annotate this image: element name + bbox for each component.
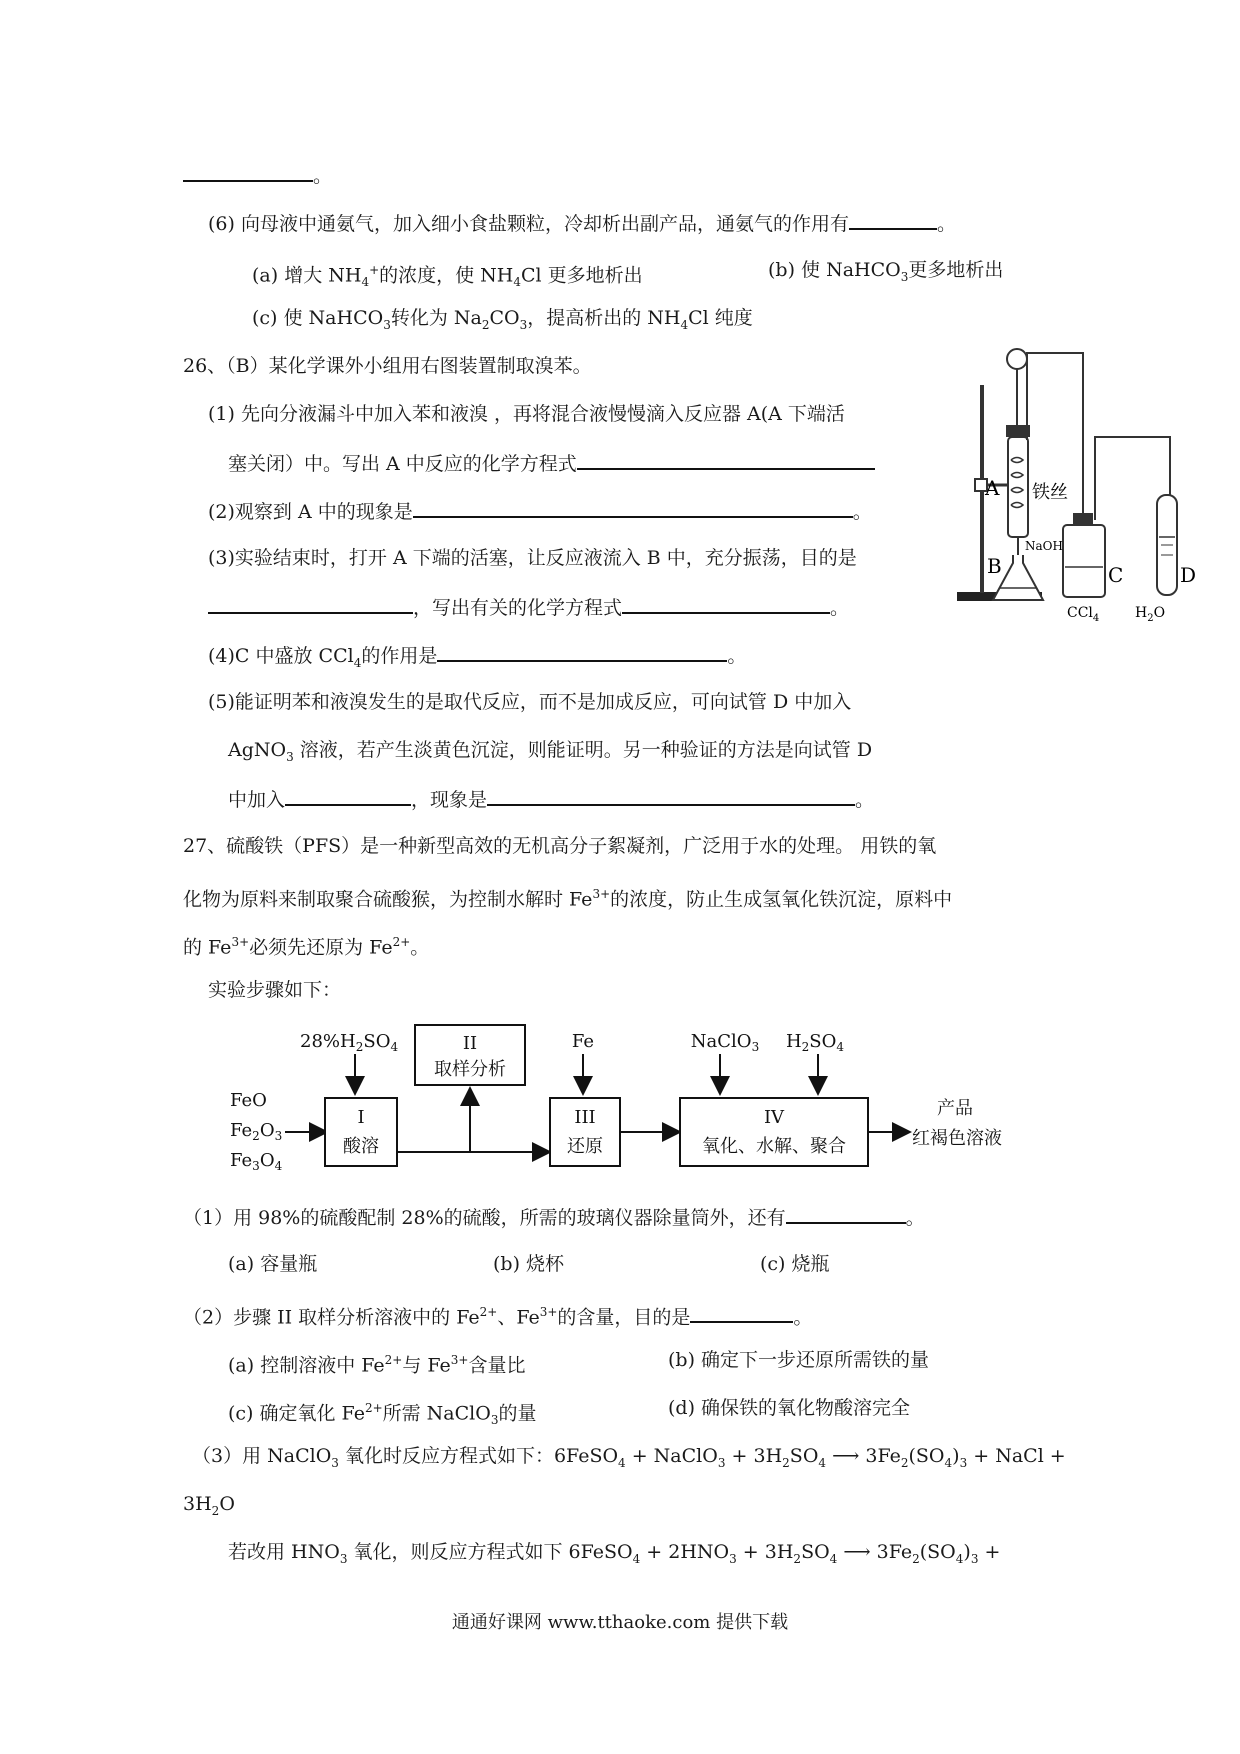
option-27-1-b: (b) 烧杯 [493, 1253, 565, 1275]
label-b: B [987, 554, 1002, 578]
raw-fe3o4: $Fe_3O_4$ [230, 1150, 283, 1173]
answer-blank[interactable] [577, 448, 875, 470]
answer-blank[interactable] [849, 208, 937, 230]
svg-text:IV: IV [763, 1107, 785, 1128]
steps-heading: 实验步骤如下： [208, 979, 342, 1001]
option-27-1-a: (a) 容量瓶 [228, 1253, 318, 1275]
question-27-l3: 的 $Fe^{3+}$必须先还原为 $Fe^{2+}$。 [183, 935, 430, 959]
answer-blank[interactable] [285, 784, 411, 806]
question-27-1: （1）用 98%的硫酸配制 28%的硫酸，所需的玻璃仪器除量筒外，还有 。 [183, 1202, 925, 1232]
question-26-title: 26、（B）某化学课外小组用右图装置制取溴苯。 [183, 355, 592, 377]
answer-blank[interactable] [690, 1301, 793, 1323]
label-h2o: $H_2O$ [1135, 605, 1166, 624]
label-a: A [985, 476, 1000, 500]
question-27-3-cont: $3H_2O$ [183, 1493, 235, 1518]
product-red-brown-solution: 红褐色溶液 [912, 1128, 1002, 1149]
option-c: (c) 使 NaHCO$_3$转化为 $Na_2CO_3$，提高析出的 $NH_4Cl$ 纯度 [252, 307, 753, 332]
label-ccl4: CCl$_4$ [1067, 605, 1100, 624]
question-27-3-hno3: 若改用 $HNO_3$ 氧化，则反应方程式如下 6FeSO$_4$ + $2HNO_3 + 3H_2SO_4$ ⟶ $3Fe_2(SO_4)_3$ + [228, 1541, 1001, 1566]
svg-text:氧化、水解、聚合: 氧化、水解、聚合 [702, 1136, 846, 1157]
product-label: 产品 [937, 1098, 973, 1119]
question-27-2: （2）步骤 II 取样分析溶液中的 $Fe^{2+}$、$Fe^{3+}$的含量，目的是 。 [183, 1298, 812, 1331]
option-b: (b) 使 NaHCO$_3$更多地析出 [768, 259, 1004, 284]
svg-text:还原: 还原 [567, 1136, 603, 1157]
input-naclo3: NaClO$_3$ [690, 1031, 760, 1054]
option-27-1-c: (c) 烧瓶 [760, 1253, 830, 1275]
answer-line: 。 [183, 160, 332, 190]
input-fe: Fe [571, 1031, 595, 1052]
option-27-2-a: (a) 控制溶液中 $Fe^{2+}$与 $Fe^{3+}$含量比 [228, 1353, 526, 1377]
raw-feo: FeO [230, 1090, 267, 1111]
answer-blank[interactable] [437, 640, 727, 662]
question-26-4: (4)C 中盛放 CCl$_4$的作用是 。 [208, 640, 746, 677]
question-27-3: （3）用 NaClO$_3$ 氧化时反应方程式如下：6FeSO$_4$ + NaClO$_3$ + $3H_2SO_4$ ⟶ $3Fe_2(SO_4)_3$ + NaCl + [192, 1445, 1066, 1470]
question-26-5c: 中加入 ，现象是 。 [228, 784, 874, 814]
svg-text:I: I [357, 1107, 365, 1128]
question-26-1a: (1) 先向分液漏斗中加入苯和液溴 ，再将混合液慢慢滴入反应器 A(A 下端活 [208, 403, 845, 425]
svg-text:II: II [462, 1033, 478, 1054]
process-flow-diagram [220, 1022, 1050, 1197]
label-naoh: NaOH [1025, 539, 1063, 553]
option-a: (a) 增大 $NH_4^+$的浓度，使 $NH_4Cl$ 更多地析出 [252, 263, 643, 290]
question-27-l2: 化物为原料来制取聚合硫酸猴，为控制水解时 $Fe^{3+}$的浓度，防止生成氢氧化铁沉淀，原料中 [183, 887, 953, 911]
page-footer: 通通好课网 www.tthaoke.com 提供下载 [451, 1612, 789, 1633]
svg-text:III: III [574, 1107, 596, 1128]
answer-blank[interactable] [487, 784, 855, 806]
raw-fe2o3: $Fe_2O_3$ [230, 1120, 283, 1143]
answer-blank[interactable] [622, 592, 830, 614]
label-d: D [1180, 563, 1197, 587]
svg-text:取样分析: 取样分析 [434, 1059, 506, 1080]
question-26-3b: ，写出有关的化学方程式 。 [208, 592, 849, 622]
label-iron-wire: 铁丝 [1032, 482, 1068, 503]
question-26-3a: (3)实验结束时，打开 A 下端的活塞，让反应液流入 B 中，充分振荡，目的是 [208, 547, 857, 569]
input-h2so4-28: $28\%H_2SO_4$ [300, 1031, 399, 1054]
question-26-5a: (5)能证明苯和液溴发生的是取代反应，而不是加成反应，可向试管 D 中加入 [208, 691, 852, 713]
label-c: C [1108, 563, 1124, 587]
question-27-l1: 27、硫酸铁（PFS）是一种新型高效的无机高分子絮凝剂，广泛用于水的处理。 用铁的氧 [183, 835, 937, 857]
answer-blank[interactable] [786, 1202, 906, 1224]
answer-blank[interactable] [413, 496, 853, 518]
option-27-2-d: (d) 确保铁的氧化物酸溶完全 [668, 1397, 911, 1419]
svg-text:酸溶: 酸溶 [343, 1136, 379, 1157]
question-26-1b: 塞关闭）中。写出 A 中反应的化学方程式 [228, 448, 875, 478]
option-27-2-b: (b) 确定下一步还原所需铁的量 [668, 1349, 930, 1371]
input-h2so4: $H_2SO_4$ [785, 1031, 845, 1054]
question-26-5b: AgNO$_3$ 溶液，若产生淡黄色沉淀，则能证明。另一种验证的方法是向试管 D [228, 739, 873, 764]
question-26-2: (2)观察到 A 中的现象是 。 [208, 496, 872, 526]
option-27-2-c: (c) 确定氧化 $Fe^{2+}$所需 NaClO$_3$的量 [228, 1401, 537, 1428]
question-25-6: (6) 向母液中通氨气，加入细小食盐颗粒，冷却析出副产品，通氨气的作用有 。 [208, 208, 956, 238]
bromobenzene-apparatus-diagram [955, 345, 1215, 645]
answer-blank[interactable] [183, 160, 313, 182]
answer-blank[interactable] [208, 592, 413, 614]
